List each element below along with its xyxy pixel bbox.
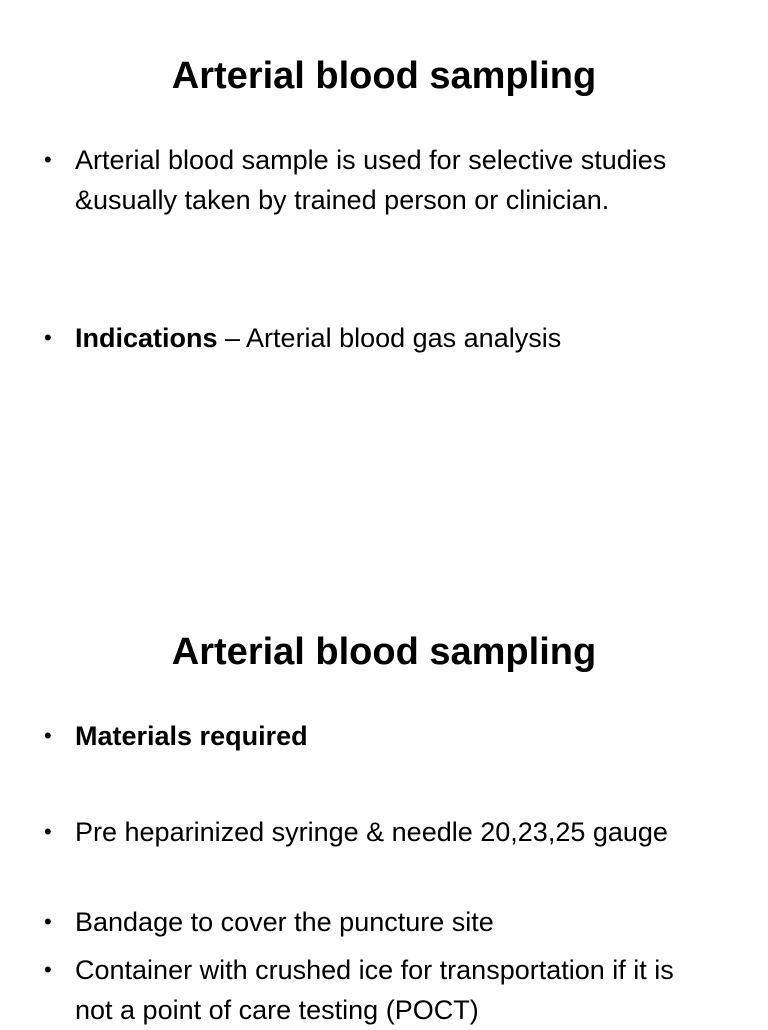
bullet-text: Container with crushed ice for transportation if it is not a point of care testing (POCT) [75, 955, 674, 1025]
bullet-text: Bandage to cover the puncture site [75, 907, 494, 937]
bullet-icon: • [44, 325, 52, 350]
bullet-bold-label: Indications [75, 323, 218, 353]
bullet-icon: • [44, 909, 52, 934]
slide-title: Arterial blood sampling [171, 55, 597, 97]
slide-2 [0, 576, 768, 1024]
bullet-text: Arterial blood sample is used for selective studies &usually taken by trained person or clinician. [75, 145, 667, 215]
slide-title: Arterial blood sampling [171, 631, 597, 673]
bullet-text: Pre heparinized syringe & needle 20,23,25 gauge [75, 817, 668, 847]
bullet-icon: • [44, 957, 52, 982]
bullet-item [0, 812, 700, 852]
bullet-item [0, 318, 700, 358]
bullet-item [0, 950, 700, 1030]
bullet-icon: • [44, 723, 52, 748]
bullet-item [0, 140, 700, 220]
bullet-item [0, 902, 700, 942]
bullet-icon: • [44, 147, 52, 172]
bullet-text: Materials required [75, 721, 308, 751]
bullet-text [75, 318, 705, 358]
bullet-description: – Arterial blood gas analysis [217, 323, 562, 353]
bullet-item [0, 716, 700, 756]
bullet-icon: • [44, 819, 52, 844]
